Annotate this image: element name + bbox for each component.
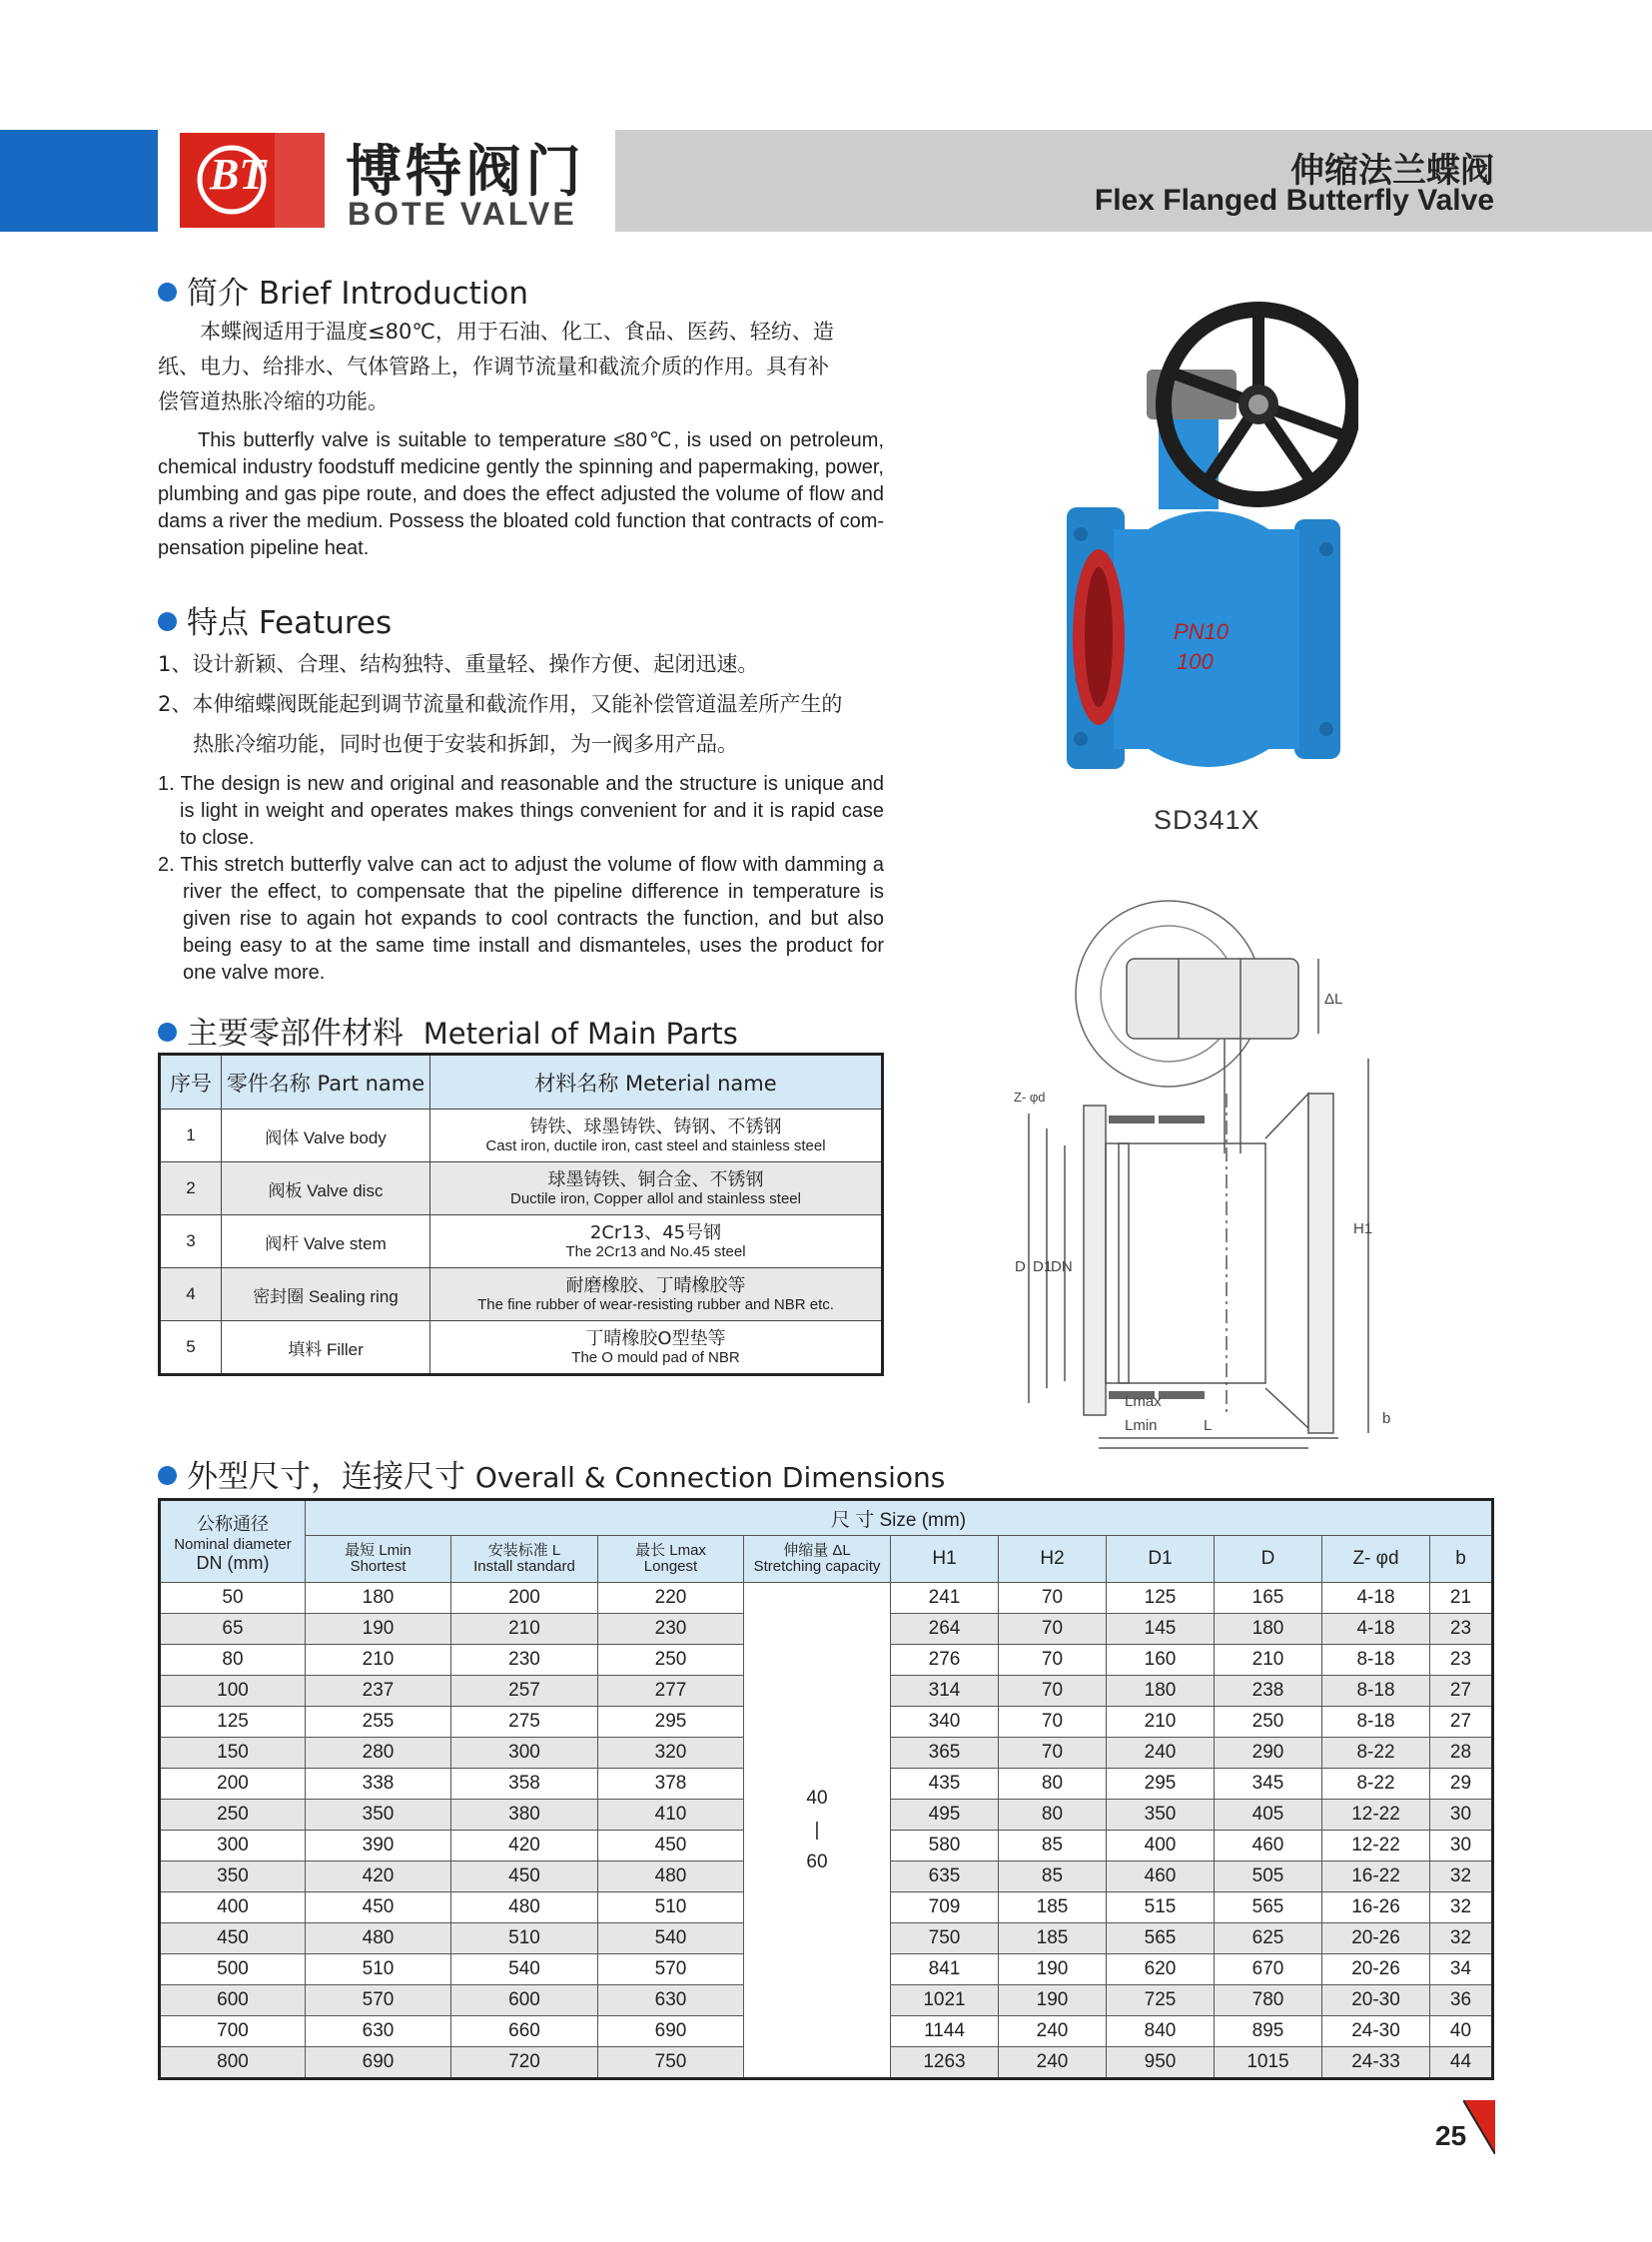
cell-z-phi-d: 8-22	[1322, 1738, 1430, 1769]
cell-d: 1015	[1215, 2047, 1322, 2079]
part-material	[430, 1321, 883, 1375]
cell-lmax: 230	[598, 1614, 744, 1645]
cell-b: 34	[1430, 1954, 1493, 1985]
cell-z-phi-d: 12-22	[1322, 1831, 1430, 1862]
cell-l: 720	[451, 2047, 598, 2079]
cell-stretch-capacity	[744, 1583, 891, 2079]
cell-lmin: 190	[306, 1614, 451, 1645]
cell-d1: 460	[1107, 1862, 1215, 1892]
cell-d: 250	[1215, 1707, 1322, 1738]
cell-lmin: 237	[306, 1676, 451, 1707]
parts-table	[158, 1053, 884, 1376]
label-l: L	[1204, 1417, 1213, 1434]
label-d1: D1	[1033, 1258, 1053, 1275]
cell-h1: 1263	[891, 2047, 999, 2079]
cell-dn: 65	[160, 1614, 306, 1645]
cell-l: 230	[451, 1645, 598, 1676]
cell-dn: 450	[160, 1923, 306, 1954]
features-heading	[158, 597, 392, 642]
part-name: 密封圈 Sealing ring	[222, 1268, 430, 1321]
cell-z-phi-d: 8-18	[1322, 1645, 1430, 1676]
table-row	[160, 1583, 1493, 1614]
cell-d1: 180	[1107, 1676, 1215, 1707]
cell-z-phi-d: 20-26	[1322, 1923, 1430, 1954]
cell-h2: 80	[999, 1769, 1107, 1800]
cell-l: 480	[451, 1892, 598, 1923]
part-name: 阀板 Valve disc	[222, 1162, 430, 1215]
table-row	[160, 1215, 883, 1268]
parts-col-material: 材料名称 Meterial name	[430, 1055, 883, 1110]
intro-text-en: This butterfly valve is suitable to temperature ≤80℃, is used on petroleum, chemical industry foodstuff medicine gently the spinning and papermaking, power, plumbing and gas pipe route, and does the effect adjusted the volume of flow and dams a river the medium. Possess the bloated cold function that contracts of com-pensation pipeline heat.	[158, 429, 885, 559]
cell-lmax: 510	[598, 1892, 744, 1923]
label-delta-l: ΔL	[1324, 991, 1343, 1008]
cell-h2: 70	[999, 1707, 1107, 1738]
cell-b: 40	[1430, 2016, 1493, 2047]
cell-dn: 150	[160, 1738, 306, 1769]
cell-b: 32	[1430, 1862, 1493, 1892]
cell-l: 300	[451, 1738, 598, 1769]
cell-h2: 190	[999, 1985, 1107, 2016]
cell-dn: 800	[160, 2047, 306, 2079]
cell-d: 180	[1215, 1614, 1322, 1645]
cell-d: 505	[1215, 1862, 1322, 1892]
cell-h1: 580	[891, 1831, 999, 1862]
cell-d: 460	[1215, 1831, 1322, 1862]
cell-z-phi-d: 20-26	[1322, 1954, 1430, 1985]
label-z-phi-d: Z- φd	[1014, 1090, 1046, 1105]
cell-lmax: 320	[598, 1738, 744, 1769]
material-cn: 铸铁、球墨铸铁、铸钢、不锈钢	[529, 1117, 782, 1137]
page-corner-icon	[1463, 2100, 1495, 2154]
cell-h2: 85	[999, 1831, 1107, 1862]
cell-b: 21	[1430, 1583, 1493, 1614]
intro-heading-cn: 简介	[187, 276, 249, 312]
cell-h2: 185	[999, 1892, 1107, 1923]
parts-heading-cn: 主要零部件材料	[187, 1016, 404, 1052]
intro-cn-line: 本蝶阀适用于温度≤80℃，用于石油、化工、食品、医药、轻纺、造	[200, 320, 834, 344]
cell-lmin: 255	[306, 1707, 451, 1738]
cell-dn: 700	[160, 2016, 306, 2047]
nominal-unit: DN (mm)	[196, 1552, 270, 1573]
cell-z-phi-d: 16-26	[1322, 1892, 1430, 1923]
cell-h1: 264	[891, 1614, 999, 1645]
cell-l: 210	[451, 1614, 598, 1645]
cell-b: 23	[1430, 1645, 1493, 1676]
cell-lmin: 510	[306, 1954, 451, 1985]
cell-d: 165	[1215, 1583, 1322, 1614]
material-cn: 丁晴橡胶O型垫等	[585, 1328, 726, 1349]
page-title-cn: 伸缩法兰蝶阀	[1290, 151, 1494, 191]
cell-b: 27	[1430, 1676, 1493, 1707]
feature-cn-2: 2、本伸缩蝶阀既能起到调节流量和截流作用，又能补偿管道温差所产生的	[158, 692, 843, 716]
cell-h1: 709	[891, 1892, 999, 1923]
cell-dn: 250	[160, 1800, 306, 1831]
cell-l: 275	[451, 1707, 598, 1738]
cell-b: 44	[1430, 2047, 1493, 2079]
cell-lmin: 630	[306, 2016, 451, 2047]
cell-lmax: 250	[598, 1645, 744, 1676]
cell-l: 540	[451, 1954, 598, 1985]
header-blue-band	[0, 130, 158, 232]
cell-d1: 125	[1107, 1583, 1215, 1614]
cell-h1: 1021	[891, 1985, 999, 2016]
body-marking-pn: PN10	[1174, 619, 1230, 644]
cell-h1: 635	[891, 1862, 999, 1892]
bullet-icon	[158, 1466, 177, 1485]
cell-lmin: 180	[306, 1583, 451, 1614]
product-model: SD341X	[1154, 805, 1260, 835]
cell-dn: 300	[160, 1831, 306, 1862]
cell-h1: 340	[891, 1707, 999, 1738]
part-no: 5	[160, 1321, 222, 1375]
cell-l: 420	[451, 1831, 598, 1862]
features-heading-cn: 特点	[187, 605, 249, 641]
cell-lmin: 420	[306, 1862, 451, 1892]
stretch-min: 40	[806, 1787, 828, 1809]
cell-l: 200	[451, 1583, 598, 1614]
cell-d: 210	[1215, 1645, 1322, 1676]
cell-l: 510	[451, 1923, 598, 1954]
cell-z-phi-d: 24-33	[1322, 2047, 1430, 2079]
cell-d1: 725	[1107, 1985, 1215, 2016]
dimensions-heading-cn: 外型尺寸，连接尺寸	[187, 1459, 465, 1495]
feature-en-1: 1. The design is new and original and reasonable and the structure is unique and is light in weight and operates makes things convenient for and it is rapid case to close.	[158, 773, 884, 849]
cell-dn: 350	[160, 1862, 306, 1892]
cell-z-phi-d: 8-18	[1322, 1707, 1430, 1738]
cell-d: 290	[1215, 1738, 1322, 1769]
cell-lmax: 570	[598, 1954, 744, 1985]
cell-z-phi-d: 8-22	[1322, 1769, 1430, 1800]
cell-b: 30	[1430, 1831, 1493, 1862]
part-no: 3	[160, 1215, 222, 1268]
cell-b: 32	[1430, 1892, 1493, 1923]
cell-d1: 565	[1107, 1923, 1215, 1954]
cell-lmax: 410	[598, 1800, 744, 1831]
cell-lmax: 277	[598, 1676, 744, 1707]
cell-lmin: 350	[306, 1800, 451, 1831]
cell-d1: 840	[1107, 2016, 1215, 2047]
col-h2: H2	[999, 1536, 1107, 1583]
cell-h1: 750	[891, 1923, 999, 1954]
label-lmin: Lmin	[1125, 1417, 1158, 1434]
feature-en-2: 2. This stretch butterfly valve can act to adjust the volume of flow with damming a river the effect, to compensate that the pipeline difference in temperature is given rise to again hot expands to cool contracts the function, and but also being easy to at the same time install and dismanteles, uses the product for one valve more.	[158, 854, 884, 984]
dimensions-heading	[158, 1451, 945, 1496]
cell-lmax: 450	[598, 1831, 744, 1862]
material-cn: 耐磨橡胶、丁晴橡胶等	[565, 1275, 746, 1296]
cell-h2: 70	[999, 1583, 1107, 1614]
intro-heading	[158, 268, 528, 313]
brand-name-en: BOTE VALVE	[348, 196, 577, 232]
cell-lmin: 390	[306, 1831, 451, 1862]
col-l-en: Install standard	[473, 1558, 575, 1575]
label-dn: DN	[1051, 1258, 1073, 1275]
brand-name-cn: 博特阀门	[346, 140, 585, 205]
cell-dn: 50	[160, 1583, 306, 1614]
cell-dn: 80	[160, 1645, 306, 1676]
part-no: 4	[160, 1268, 222, 1321]
cell-h2: 70	[999, 1738, 1107, 1769]
cell-h2: 85	[999, 1862, 1107, 1892]
intro-text-cn	[158, 315, 884, 419]
cell-dn: 200	[160, 1769, 306, 1800]
cell-d1: 620	[1107, 1954, 1215, 1985]
cell-h2: 80	[999, 1800, 1107, 1831]
cell-z-phi-d: 8-18	[1322, 1676, 1430, 1707]
col-lmin	[306, 1536, 451, 1583]
stretch-max: 60	[806, 1851, 828, 1872]
cell-d: 670	[1215, 1954, 1322, 1985]
cell-d1: 515	[1107, 1892, 1215, 1923]
cell-h1: 495	[891, 1800, 999, 1831]
cell-dn: 400	[160, 1892, 306, 1923]
table-row	[160, 1321, 883, 1375]
feature-cn-1: 1、设计新颖、合理、结构独特、重量轻、操作方便、起闭迅速。	[158, 652, 759, 676]
col-stretch-cn: 伸缩量 ΔL	[783, 1542, 851, 1559]
page-number: 25	[1435, 2120, 1467, 2151]
cell-l: 450	[451, 1862, 598, 1892]
bullet-icon	[158, 283, 177, 302]
cell-h2: 70	[999, 1645, 1107, 1676]
cell-dn: 125	[160, 1707, 306, 1738]
cell-d: 895	[1215, 2016, 1322, 2047]
cell-h2: 70	[999, 1614, 1107, 1645]
bullet-icon	[158, 612, 177, 631]
cell-d: 405	[1215, 1800, 1322, 1831]
cell-lmin: 210	[306, 1645, 451, 1676]
intro-cn-line: 纸、电力、给排水、气体管路上，作调节流量和截流介质的作用。具有补	[158, 355, 829, 378]
cell-l: 358	[451, 1769, 598, 1800]
cell-lmin: 450	[306, 1892, 451, 1923]
parts-heading-en: Meterial of Main Parts	[422, 1017, 738, 1051]
material-en: Ductile iron, Copper allol and stainless steel	[510, 1190, 801, 1207]
label-d: D	[1015, 1258, 1026, 1275]
cell-l: 600	[451, 1985, 598, 2016]
cell-lmax: 378	[598, 1769, 744, 1800]
product-photo	[1059, 300, 1358, 769]
col-lmin-cn: 最短 Lmin	[345, 1542, 412, 1559]
cell-d1: 350	[1107, 1800, 1215, 1831]
part-name: 阀体 Valve body	[222, 1110, 430, 1162]
material-en: The O mould pad of NBR	[571, 1349, 740, 1366]
cell-dn: 100	[160, 1676, 306, 1707]
col-h1: H1	[891, 1536, 999, 1583]
col-z-phi-d: Z- φd	[1322, 1536, 1430, 1583]
col-lmax-en: Longest	[643, 1558, 698, 1575]
cell-h2: 240	[999, 2047, 1107, 2079]
cell-h1: 1144	[891, 2016, 999, 2047]
cell-z-phi-d: 24-30	[1322, 2016, 1430, 2047]
body-marking-size: 100	[1177, 649, 1214, 674]
cell-d: 345	[1215, 1769, 1322, 1800]
cell-lmax: 295	[598, 1707, 744, 1738]
technical-drawing	[1009, 894, 1408, 1453]
stretch-sep: |	[814, 1819, 820, 1841]
cell-h2: 185	[999, 1923, 1107, 1954]
cell-h2: 240	[999, 2016, 1107, 2047]
part-material	[430, 1110, 883, 1162]
parts-col-no: 序号	[160, 1055, 222, 1110]
label-b: b	[1382, 1410, 1391, 1427]
material-cn: 2Cr13、45号钢	[589, 1222, 722, 1243]
features-text-cn	[158, 644, 897, 764]
col-d: D	[1215, 1536, 1322, 1583]
cell-b: 30	[1430, 1800, 1493, 1831]
cell-h2: 70	[999, 1676, 1107, 1707]
cell-dn: 500	[160, 1954, 306, 1985]
bullet-icon	[158, 1023, 177, 1042]
col-lmax	[598, 1536, 744, 1583]
cell-d: 625	[1215, 1923, 1322, 1954]
brand-logo	[180, 133, 325, 228]
cell-lmin: 480	[306, 1923, 451, 1954]
cell-b: 36	[1430, 1985, 1493, 2016]
material-en: Cast iron, ductile iron, cast steel and stainless steel	[485, 1137, 826, 1154]
col-b: b	[1430, 1536, 1493, 1583]
cell-d: 565	[1215, 1892, 1322, 1923]
cell-h1: 841	[891, 1954, 999, 1985]
part-material	[430, 1162, 883, 1215]
cell-lmin: 338	[306, 1769, 451, 1800]
features-text-en	[158, 771, 884, 987]
cell-lmax: 690	[598, 2016, 744, 2047]
material-en: The 2Cr13 and No.45 steel	[565, 1243, 746, 1260]
cell-lmin: 690	[306, 2047, 451, 2079]
cell-d1: 240	[1107, 1738, 1215, 1769]
cell-h1: 435	[891, 1769, 999, 1800]
dimensions-table	[158, 1498, 1494, 2080]
nominal-en: Nominal diameter	[174, 1535, 292, 1553]
col-lmax-cn: 最长 Lmax	[635, 1542, 706, 1559]
parts-col-part: 零件名称 Part name	[222, 1055, 430, 1110]
material-cn: 球墨铸铁、铜合金、不锈钢	[547, 1169, 764, 1190]
cell-lmax: 750	[598, 2047, 744, 2079]
intro-cn-line: 偿管道热胀冷缩的功能。	[158, 389, 389, 413]
col-stretch	[744, 1536, 891, 1583]
cell-d: 780	[1215, 1985, 1322, 2016]
table-row	[160, 1268, 883, 1321]
parts-heading	[158, 1008, 738, 1053]
cell-h1: 365	[891, 1738, 999, 1769]
cell-l: 380	[451, 1800, 598, 1831]
part-no: 2	[160, 1162, 222, 1215]
part-material	[430, 1215, 883, 1268]
intro-heading-en: Brief Introduction	[258, 276, 529, 312]
cell-h1: 241	[891, 1583, 999, 1614]
dimensions-heading-en: Overall & Connection Dimensions	[474, 1461, 946, 1494]
cell-b: 32	[1430, 1923, 1493, 1954]
cell-d1: 950	[1107, 2047, 1215, 2079]
cell-b: 28	[1430, 1738, 1493, 1769]
cell-lmin: 570	[306, 1985, 451, 2016]
cell-h2: 190	[999, 1954, 1107, 1985]
col-stretch-en: Stretching capacity	[753, 1558, 881, 1575]
cell-z-phi-d: 20-30	[1322, 1985, 1430, 2016]
logo-letters: BT	[210, 150, 267, 199]
feature-cn-2-cont: 热胀冷缩功能，同时也便于安装和拆卸，为一阀多用产品。	[193, 732, 738, 756]
part-name: 阀杆 Valve stem	[222, 1215, 430, 1268]
cell-lmax: 480	[598, 1862, 744, 1892]
cell-l: 257	[451, 1676, 598, 1707]
cell-d1: 400	[1107, 1831, 1215, 1862]
page-title-en: Flex Flanged Butterfly Valve	[1094, 184, 1494, 217]
part-no: 1	[160, 1110, 222, 1162]
table-row	[160, 1110, 883, 1162]
cell-h1: 276	[891, 1645, 999, 1676]
logo-bt-mark	[180, 133, 325, 228]
nominal-cn: 公称通径	[197, 1513, 269, 1534]
cell-b: 27	[1430, 1707, 1493, 1738]
cell-z-phi-d: 4-18	[1322, 1583, 1430, 1614]
part-name: 填料 Filler	[222, 1321, 430, 1375]
cell-z-phi-d: 16-22	[1322, 1862, 1430, 1892]
col-l-cn: 安装标准 L	[487, 1542, 561, 1559]
cell-d1: 295	[1107, 1769, 1215, 1800]
col-size-group: 尺 寸 Size (mm)	[306, 1500, 1493, 1536]
cell-b: 23	[1430, 1614, 1493, 1645]
label-lmax: Lmax	[1125, 1393, 1162, 1410]
cell-dn: 600	[160, 1985, 306, 2016]
cell-l: 660	[451, 2016, 598, 2047]
col-nominal-diameter	[160, 1500, 306, 1583]
col-d1: D1	[1107, 1536, 1215, 1583]
label-h1: H1	[1353, 1220, 1373, 1237]
cell-lmax: 630	[598, 1985, 744, 2016]
cell-z-phi-d: 4-18	[1322, 1614, 1430, 1645]
cell-d1: 160	[1107, 1645, 1215, 1676]
material-en: The fine rubber of wear-resisting rubber and NBR etc.	[477, 1296, 834, 1313]
cell-lmax: 540	[598, 1923, 744, 1954]
cell-d1: 145	[1107, 1614, 1215, 1645]
cell-z-phi-d: 12-22	[1322, 1800, 1430, 1831]
features-heading-en: Features	[258, 605, 393, 641]
cell-d: 238	[1215, 1676, 1322, 1707]
table-row	[160, 1162, 883, 1215]
cell-lmin: 280	[306, 1738, 451, 1769]
cell-h1: 314	[891, 1676, 999, 1707]
col-lmin-en: Shortest	[350, 1558, 407, 1575]
cell-lmax: 220	[598, 1583, 744, 1614]
part-material	[430, 1268, 883, 1321]
cell-d1: 210	[1107, 1707, 1215, 1738]
cell-b: 29	[1430, 1769, 1493, 1800]
col-l	[451, 1536, 598, 1583]
